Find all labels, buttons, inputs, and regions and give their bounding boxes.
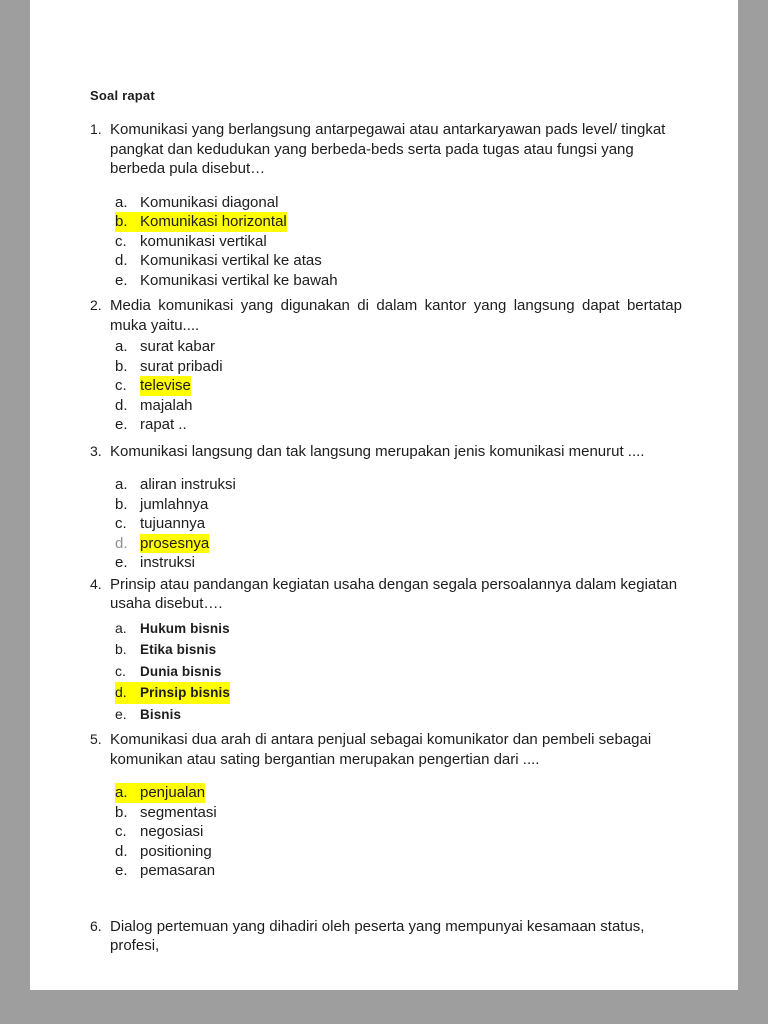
question-text: Komunikasi dua arah di antara penjual sebagai komunikator dan pembeli sebagai komunikan atau sating bergantian merupakan pengertian dari .... bbox=[110, 731, 652, 768]
option-letter: e. bbox=[115, 271, 128, 289]
question-number: 2. bbox=[90, 297, 102, 313]
option-row bbox=[115, 682, 682, 704]
option-letter: c. bbox=[115, 662, 126, 679]
option-letter: d. bbox=[115, 252, 128, 269]
question-number: 3. bbox=[90, 442, 102, 459]
option-text: Bisnis bbox=[140, 706, 182, 722]
option-letter: a. bbox=[115, 619, 127, 636]
option-row bbox=[115, 212, 682, 232]
option-letter: d. bbox=[115, 682, 140, 704]
option-row bbox=[115, 251, 682, 271]
option-text: negosiasi bbox=[140, 823, 204, 840]
option-row bbox=[115, 357, 682, 377]
option-text: surat kabar bbox=[140, 338, 216, 355]
option-text: positioning bbox=[140, 842, 212, 860]
option-text: majalah bbox=[140, 396, 193, 414]
option-row bbox=[115, 618, 682, 640]
option-letter: e. bbox=[115, 705, 127, 722]
option-text: surat pribadi bbox=[140, 357, 223, 375]
option-text: aliran instruksi bbox=[140, 476, 236, 493]
option-text: Dunia bisnis bbox=[140, 663, 222, 679]
highlighted-answer: televise bbox=[140, 377, 191, 394]
option-letter: b. bbox=[115, 495, 128, 513]
option-row bbox=[115, 232, 682, 252]
question-text: Media komunikasi yang digunakan di dalam kantor yang langsung dapat bertatap muka yaitu.... bbox=[110, 297, 682, 334]
option-letter: c. bbox=[115, 823, 127, 840]
option-row bbox=[115, 475, 682, 495]
question-text: Prinsip atau pandangan kegiatan usaha dengan segala persoalannya dalam kegiatan usaha disebut…. bbox=[110, 575, 678, 612]
option-row bbox=[115, 553, 682, 573]
highlighted-answer: Komunikasi horizontal bbox=[140, 213, 287, 230]
option-letter: c. bbox=[115, 377, 127, 394]
option-letter: c. bbox=[115, 232, 127, 250]
option-letter: e. bbox=[115, 416, 128, 433]
option-row bbox=[115, 861, 682, 881]
option-letter: a. bbox=[115, 783, 140, 803]
question-text: Komunikasi langsung dan tak langsung merupakan jenis komunikasi menurut .... bbox=[110, 442, 645, 460]
document-title: Soal rapat bbox=[90, 88, 155, 103]
option-row bbox=[115, 704, 682, 726]
options-list bbox=[115, 475, 682, 573]
option-row bbox=[115, 337, 682, 357]
option-text: Komunikasi vertikal ke bawah bbox=[140, 271, 338, 289]
option-letter: a. bbox=[115, 338, 128, 355]
question-number: 5. bbox=[90, 731, 102, 747]
option-text: tujuannya bbox=[140, 515, 206, 532]
option-text: Komunikasi vertikal ke atas bbox=[140, 252, 322, 269]
option-letter: b. bbox=[115, 357, 128, 375]
option-letter: a. bbox=[115, 193, 128, 211]
option-letter: d. bbox=[115, 842, 128, 860]
question-number: 4. bbox=[90, 575, 102, 592]
options-list bbox=[115, 783, 682, 881]
option-row bbox=[115, 639, 682, 661]
option-row bbox=[115, 495, 682, 515]
option-letter: b. bbox=[115, 212, 140, 232]
option-row bbox=[115, 783, 682, 803]
question-4 bbox=[90, 575, 682, 726]
question-text: Dialog pertemuan yang dihadiri oleh peserta yang mempunyai kesamaan status, profesi, bbox=[110, 917, 645, 954]
highlighted-answer: penjualan bbox=[140, 784, 206, 801]
option-text: Etika bisnis bbox=[140, 642, 217, 657]
question-number: 1. bbox=[90, 121, 102, 137]
options-list bbox=[115, 618, 682, 726]
option-letter: d. bbox=[115, 534, 128, 552]
option-text: jumlahnya bbox=[140, 495, 209, 513]
option-row bbox=[115, 514, 682, 534]
option-row bbox=[115, 534, 682, 554]
option-text: segmentasi bbox=[140, 803, 217, 821]
option-row bbox=[115, 803, 682, 823]
option-text: pemasaran bbox=[140, 862, 216, 879]
option-row bbox=[115, 271, 682, 291]
option-row bbox=[115, 842, 682, 862]
question-number: 6. bbox=[90, 917, 102, 934]
option-row bbox=[115, 376, 682, 396]
highlighted-answer: prosesnya bbox=[140, 534, 210, 552]
question-text: Komunikasi yang berlangsung antarpegawai atau antarkaryawan pads level/ tingkat pangkat dan kedudukan yang berbeda-beds serta pada tugas atau fungsi yang berbeda pula disebut… bbox=[110, 121, 666, 177]
option-letter: a. bbox=[115, 476, 128, 493]
option-text: Komunikasi diagonal bbox=[140, 193, 279, 211]
option-row bbox=[115, 661, 682, 683]
question-1 bbox=[90, 120, 682, 290]
option-row bbox=[115, 193, 682, 213]
document-page bbox=[30, 0, 738, 990]
question-2 bbox=[90, 296, 682, 435]
option-text: Hukum bisnis bbox=[140, 620, 230, 636]
question-3 bbox=[90, 442, 682, 573]
option-letter: b. bbox=[115, 641, 127, 657]
option-letter: d. bbox=[115, 396, 128, 414]
option-row bbox=[115, 396, 682, 416]
option-letter: c. bbox=[115, 515, 127, 532]
option-row bbox=[115, 822, 682, 842]
question-5 bbox=[90, 730, 682, 881]
options-list bbox=[115, 193, 682, 291]
option-letter: e. bbox=[115, 554, 128, 571]
option-letter: e. bbox=[115, 862, 128, 879]
option-text: rapat .. bbox=[140, 416, 187, 433]
option-text: instruksi bbox=[140, 554, 196, 571]
options-list bbox=[115, 337, 682, 435]
highlighted-answer: Prinsip bisnis bbox=[140, 682, 230, 704]
option-text: komunikasi vertikal bbox=[140, 232, 267, 250]
option-row bbox=[115, 415, 682, 435]
question-6 bbox=[90, 917, 682, 956]
option-letter: b. bbox=[115, 803, 128, 821]
